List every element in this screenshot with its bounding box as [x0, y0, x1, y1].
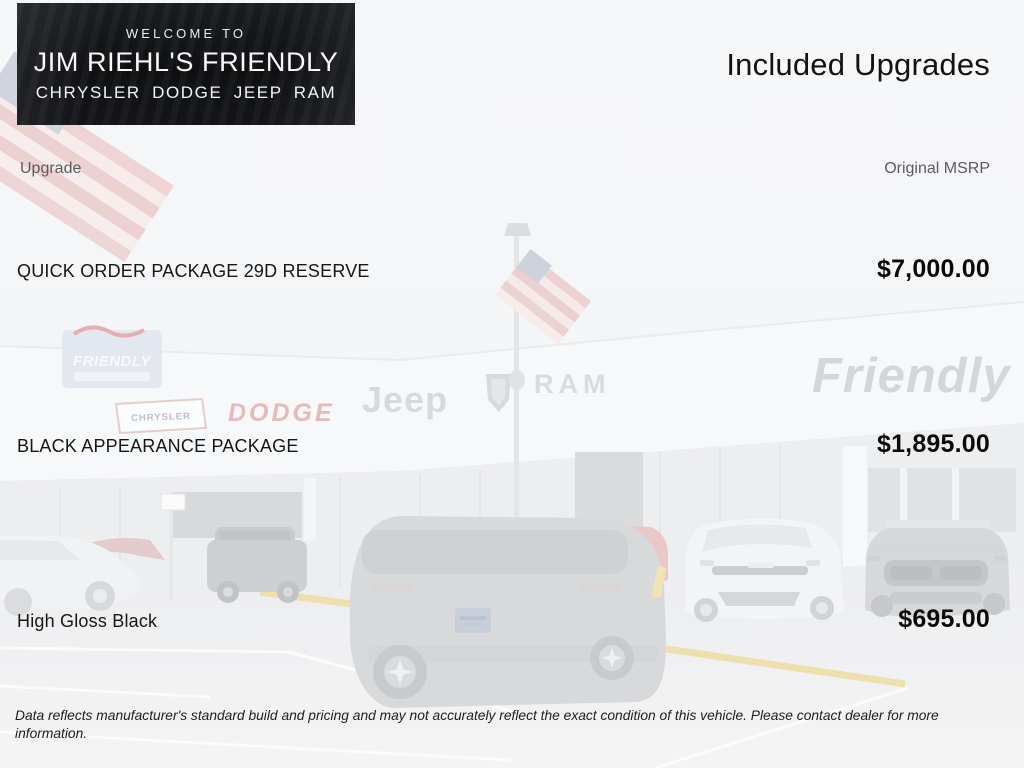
dodge-sign-text: DODGE	[228, 399, 335, 427]
upgrade-row	[17, 604, 990, 634]
banner-welcome-text: WELCOME TO	[125, 25, 247, 41]
jeep-sign-text: Jeep	[362, 379, 449, 420]
ram-sign-text: RAM	[534, 369, 611, 399]
column-header-msrp: Original MSRP	[884, 160, 990, 177]
upgrade-name: QUICK ORDER PACKAGE 29D RESERVE	[17, 261, 370, 281]
upgrade-row	[17, 429, 990, 459]
upgrade-msrp: $1,895.00	[876, 430, 990, 458]
upgrade-name: High Gloss Black	[17, 611, 158, 631]
dealer-logo-banner	[17, 3, 355, 125]
upgrade-msrp: $695.00	[898, 605, 990, 633]
column-header-upgrade: Upgrade	[20, 160, 82, 177]
banner-brands-text: CHRYSLER DODGE JEEP RAM	[35, 82, 337, 102]
table-header-row	[20, 159, 990, 178]
upgrade-name: BLACK APPEARANCE PACKAGE	[17, 436, 299, 456]
upgrade-msrp: $7,000.00	[876, 255, 990, 283]
page-title: Included Upgrades	[726, 47, 990, 82]
friendly-sign-text: FRIENDLY	[73, 353, 151, 370]
banner-dealer-name: JIM RIEHL'S FRIENDLY	[33, 46, 339, 77]
disclaimer-text: Data reflects manufacturer's standard build and pricing and may not accurately reflect the exact condition of this vehicle. Please contact dealer for more information.	[15, 708, 939, 741]
friendly-building-text: Friendly	[812, 349, 1011, 403]
chrysler-sign-text: CHRYSLER	[130, 410, 192, 425]
upgrade-row	[17, 254, 990, 284]
